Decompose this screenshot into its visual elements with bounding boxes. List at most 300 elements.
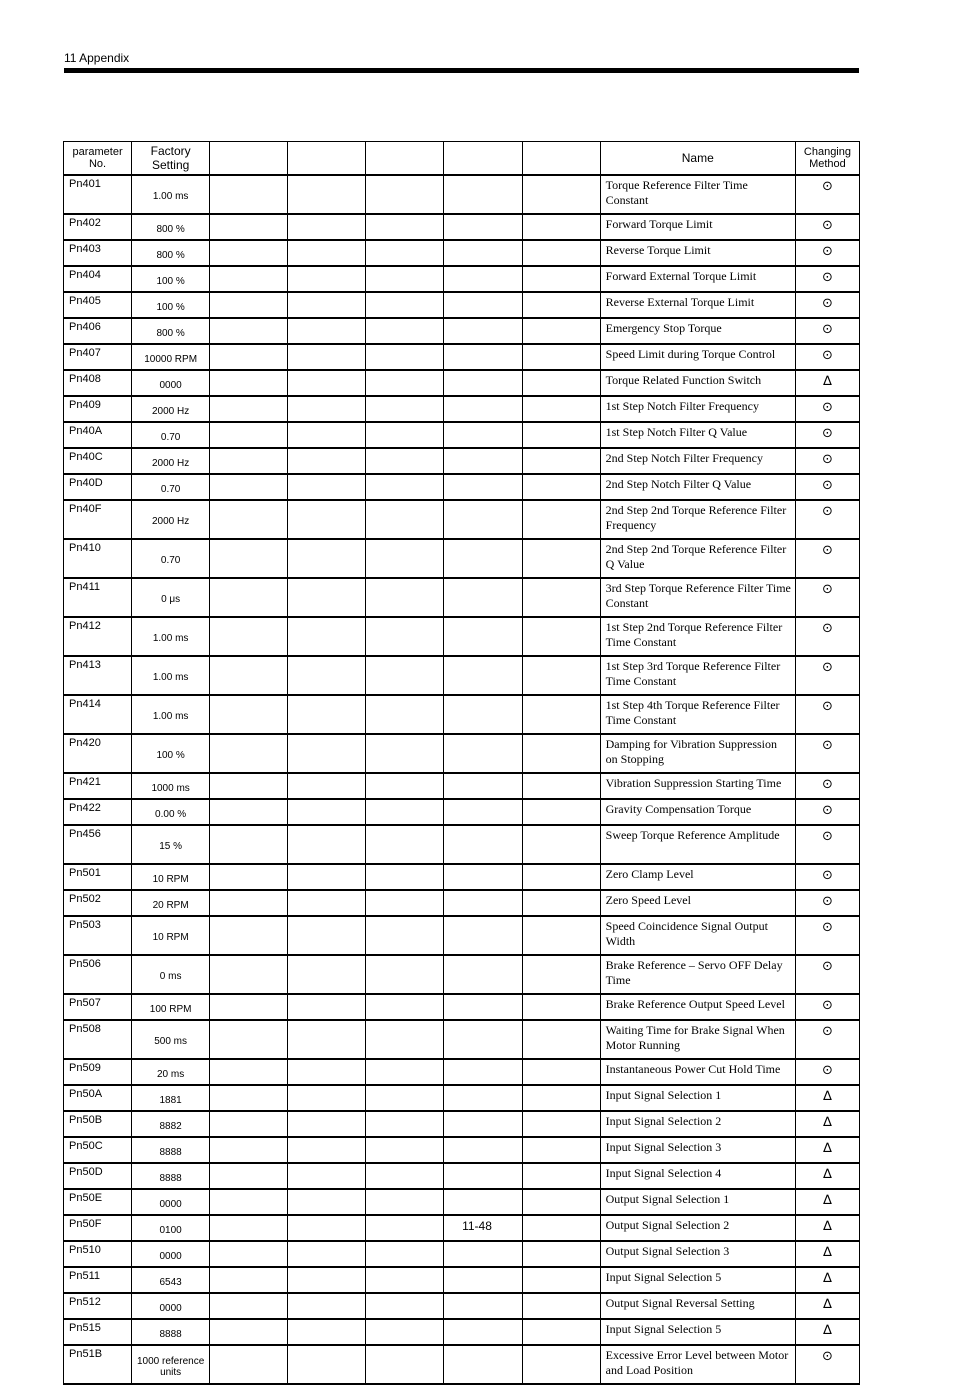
table-row (64, 266, 860, 292)
param-no-cell: Pn413 (64, 656, 132, 695)
header-blank-5 (522, 142, 600, 176)
param-no-cell: Pn456 (64, 825, 132, 864)
changing-method-cell (795, 734, 859, 773)
param-no-cell: Pn40F (64, 500, 132, 539)
blank-cell-1 (210, 448, 288, 474)
blank-cell-4 (444, 396, 522, 422)
blank-cell-4 (444, 994, 522, 1020)
blank-cell-4 (444, 292, 522, 318)
blank-cell-3 (366, 1059, 444, 1085)
param-no-cell: Pn511 (64, 1267, 132, 1293)
name-cell: Torque Reference Filter Time Constant (600, 175, 795, 214)
blank-cell-2 (288, 825, 366, 864)
table-row (64, 773, 860, 799)
factory-setting-cell: 20 RPM (132, 890, 210, 916)
blank-cell-3 (366, 474, 444, 500)
blank-cell-5 (522, 955, 600, 994)
param-no-cell: Pn411 (64, 578, 132, 617)
table-row (64, 734, 860, 773)
table-row (64, 500, 860, 539)
param-no-cell: Pn506 (64, 955, 132, 994)
circled-dot-icon: ⊙ (821, 829, 833, 844)
name-cell: Speed Limit during Torque Control (600, 344, 795, 370)
name-cell: Torque Related Function Switch (600, 370, 795, 396)
factory-setting-cell: 15 % (132, 825, 210, 864)
name-cell: Reverse External Torque Limit (600, 292, 795, 318)
table-row (64, 617, 860, 656)
blank-cell-4 (444, 799, 522, 825)
changing-method-cell (795, 1085, 859, 1111)
header-blank-1 (210, 142, 288, 176)
blank-cell-4 (444, 890, 522, 916)
blank-cell-2 (288, 1085, 366, 1111)
blank-cell-4 (444, 344, 522, 370)
blank-cell-5 (522, 617, 600, 656)
table-row (64, 916, 860, 955)
table-row (64, 214, 860, 240)
header-name: Name (600, 142, 795, 176)
changing-method-cell (795, 1319, 859, 1345)
table-row (64, 370, 860, 396)
circled-dot-icon: ⊙ (821, 738, 833, 753)
blank-cell-3 (366, 656, 444, 695)
factory-setting-cell: 0.00 % (132, 799, 210, 825)
table-row (64, 422, 860, 448)
delta-icon: ∆ (823, 1245, 832, 1260)
changing-method-cell (795, 695, 859, 734)
blank-cell-1 (210, 539, 288, 578)
blank-cell-5 (522, 695, 600, 734)
blank-cell-4 (444, 864, 522, 890)
blank-cell-1 (210, 266, 288, 292)
factory-setting-cell: 100 RPM (132, 994, 210, 1020)
param-no-cell: Pn50B (64, 1111, 132, 1137)
blank-cell-2 (288, 422, 366, 448)
blank-cell-2 (288, 916, 366, 955)
param-no-cell: Pn512 (64, 1293, 132, 1319)
blank-cell-3 (366, 994, 444, 1020)
blank-cell-4 (444, 1020, 522, 1059)
circled-dot-icon: ⊙ (821, 322, 833, 337)
blank-cell-3 (366, 825, 444, 864)
changing-method-cell (795, 1267, 859, 1293)
blank-cell-3 (366, 1137, 444, 1163)
table-row (64, 890, 860, 916)
table-row (64, 396, 860, 422)
blank-cell-2 (288, 396, 366, 422)
changing-method-cell (795, 1163, 859, 1189)
blank-cell-2 (288, 1345, 366, 1384)
changing-method-cell (795, 773, 859, 799)
factory-setting-cell: 2000 Hz (132, 396, 210, 422)
circled-dot-icon: ⊙ (821, 348, 833, 363)
blank-cell-5 (522, 1085, 600, 1111)
blank-cell-4 (444, 500, 522, 539)
table-row (64, 474, 860, 500)
table-row (64, 175, 860, 214)
blank-cell-5 (522, 292, 600, 318)
blank-cell-3 (366, 617, 444, 656)
blank-cell-5 (522, 656, 600, 695)
blank-cell-1 (210, 500, 288, 539)
blank-cell-1 (210, 578, 288, 617)
blank-cell-3 (366, 1319, 444, 1345)
factory-setting-cell: 1000 reference units (132, 1345, 210, 1384)
circled-dot-icon: ⊙ (821, 1349, 833, 1364)
blank-cell-5 (522, 1137, 600, 1163)
blank-cell-2 (288, 474, 366, 500)
table-row (64, 1163, 860, 1189)
blank-cell-1 (210, 422, 288, 448)
blank-cell-2 (288, 955, 366, 994)
delta-icon: ∆ (823, 1297, 832, 1312)
blank-cell-3 (366, 916, 444, 955)
header-blank-3 (366, 142, 444, 176)
blank-cell-3 (366, 1267, 444, 1293)
blank-cell-4 (444, 1137, 522, 1163)
header-changing-method: Changing Method (795, 142, 859, 176)
name-cell: 3rd Step Torque Reference Filter Time Constant (600, 578, 795, 617)
blank-cell-1 (210, 1137, 288, 1163)
blank-cell-2 (288, 773, 366, 799)
blank-cell-3 (366, 318, 444, 344)
param-no-cell: Pn404 (64, 266, 132, 292)
blank-cell-4 (444, 734, 522, 773)
blank-cell-1 (210, 1163, 288, 1189)
blank-cell-2 (288, 799, 366, 825)
blank-cell-4 (444, 318, 522, 344)
blank-cell-5 (522, 1163, 600, 1189)
name-cell: 2nd Step Notch Filter Frequency (600, 448, 795, 474)
blank-cell-3 (366, 344, 444, 370)
circled-dot-icon: ⊙ (821, 894, 833, 909)
header-param-no: parameter No. (64, 142, 132, 176)
name-cell: Input Signal Selection 5 (600, 1267, 795, 1293)
param-no-cell: Pn420 (64, 734, 132, 773)
blank-cell-2 (288, 370, 366, 396)
blank-cell-5 (522, 1059, 600, 1085)
page-number: 11-48 (462, 1219, 492, 1233)
blank-cell-2 (288, 448, 366, 474)
param-no-cell: Pn51B (64, 1345, 132, 1384)
circled-dot-icon: ⊙ (821, 244, 833, 259)
param-no-cell: Pn422 (64, 799, 132, 825)
circled-dot-icon: ⊙ (821, 1024, 833, 1039)
blank-cell-5 (522, 344, 600, 370)
circled-dot-icon: ⊙ (821, 270, 833, 285)
param-no-cell: Pn409 (64, 396, 132, 422)
blank-cell-5 (522, 1189, 600, 1215)
blank-cell-4 (444, 578, 522, 617)
param-no-cell: Pn407 (64, 344, 132, 370)
name-cell: 1st Step Notch Filter Frequency (600, 396, 795, 422)
blank-cell-3 (366, 1020, 444, 1059)
name-cell: 2nd Step 2nd Torque Reference Filter Q Value (600, 539, 795, 578)
changing-method-cell (795, 448, 859, 474)
circled-dot-icon: ⊙ (821, 660, 833, 675)
blank-cell-4 (444, 1345, 522, 1384)
factory-setting-cell: 8888 (132, 1163, 210, 1189)
blank-cell-5 (522, 1267, 600, 1293)
delta-icon: ∆ (823, 1193, 832, 1208)
blank-cell-2 (288, 214, 366, 240)
param-no-cell: Pn50F (64, 1215, 132, 1241)
table-row (64, 1111, 860, 1137)
factory-setting-cell: 2000 Hz (132, 500, 210, 539)
changing-method-cell (795, 292, 859, 318)
factory-setting-cell: 10 RPM (132, 864, 210, 890)
factory-setting-cell: 0 μs (132, 578, 210, 617)
blank-cell-5 (522, 578, 600, 617)
blank-cell-4 (444, 214, 522, 240)
blank-cell-2 (288, 1163, 366, 1189)
changing-method-cell (795, 370, 859, 396)
blank-cell-5 (522, 318, 600, 344)
blank-cell-2 (288, 890, 366, 916)
changing-method-cell (795, 656, 859, 695)
blank-cell-1 (210, 1293, 288, 1319)
blank-cell-5 (522, 422, 600, 448)
table-row (64, 1137, 860, 1163)
blank-cell-3 (366, 1345, 444, 1384)
blank-cell-4 (444, 422, 522, 448)
name-cell: Forward External Torque Limit (600, 266, 795, 292)
blank-cell-2 (288, 1059, 366, 1085)
name-cell: Damping for Vibration Suppression on Stopping (600, 734, 795, 773)
table-row (64, 1189, 860, 1215)
param-no-cell: Pn421 (64, 773, 132, 799)
changing-method-cell (795, 916, 859, 955)
param-no-cell: Pn50A (64, 1085, 132, 1111)
blank-cell-5 (522, 1241, 600, 1267)
delta-icon: ∆ (823, 1115, 832, 1130)
changing-method-cell (795, 474, 859, 500)
name-cell: Reverse Torque Limit (600, 240, 795, 266)
blank-cell-1 (210, 474, 288, 500)
circled-dot-icon: ⊙ (821, 218, 833, 233)
name-cell: Emergency Stop Torque (600, 318, 795, 344)
blank-cell-2 (288, 617, 366, 656)
circled-dot-icon: ⊙ (821, 504, 833, 519)
name-cell: Output Signal Selection 1 (600, 1189, 795, 1215)
factory-setting-cell: 800 % (132, 240, 210, 266)
changing-method-cell (795, 890, 859, 916)
blank-cell-1 (210, 318, 288, 344)
table-row (64, 825, 860, 864)
blank-cell-4 (444, 1293, 522, 1319)
blank-cell-5 (522, 994, 600, 1020)
blank-cell-2 (288, 266, 366, 292)
blank-cell-2 (288, 292, 366, 318)
changing-method-cell (795, 578, 859, 617)
name-cell: Input Signal Selection 5 (600, 1319, 795, 1345)
blank-cell-5 (522, 500, 600, 539)
blank-cell-3 (366, 370, 444, 396)
blank-cell-3 (366, 539, 444, 578)
blank-cell-5 (522, 1020, 600, 1059)
blank-cell-2 (288, 500, 366, 539)
header-blank-2 (288, 142, 366, 176)
header-blank-4 (444, 142, 522, 176)
blank-cell-2 (288, 578, 366, 617)
changing-method-cell (795, 240, 859, 266)
name-cell: Output Signal Selection 2 (600, 1215, 795, 1241)
blank-cell-3 (366, 1085, 444, 1111)
blank-cell-4 (444, 266, 522, 292)
table-row (64, 344, 860, 370)
param-no-cell: Pn40C (64, 448, 132, 474)
blank-cell-1 (210, 1020, 288, 1059)
blank-cell-1 (210, 994, 288, 1020)
blank-cell-3 (366, 773, 444, 799)
factory-setting-cell: 20 ms (132, 1059, 210, 1085)
blank-cell-3 (366, 240, 444, 266)
changing-method-cell (795, 1111, 859, 1137)
blank-cell-4 (444, 695, 522, 734)
blank-cell-2 (288, 344, 366, 370)
table-row (64, 1241, 860, 1267)
table-row (64, 799, 860, 825)
blank-cell-1 (210, 656, 288, 695)
changing-method-cell (795, 214, 859, 240)
param-no-cell: Pn50D (64, 1163, 132, 1189)
factory-setting-cell: 1000 ms (132, 773, 210, 799)
name-cell: 1st Step 3rd Torque Reference Filter Time Constant (600, 656, 795, 695)
name-cell: Forward Torque Limit (600, 214, 795, 240)
circled-dot-icon: ⊙ (821, 582, 833, 597)
blank-cell-1 (210, 1345, 288, 1384)
blank-cell-5 (522, 864, 600, 890)
blank-cell-5 (522, 825, 600, 864)
blank-cell-5 (522, 916, 600, 955)
changing-method-cell (795, 266, 859, 292)
factory-setting-cell: 800 % (132, 214, 210, 240)
blank-cell-5 (522, 240, 600, 266)
blank-cell-2 (288, 1293, 366, 1319)
blank-cell-1 (210, 955, 288, 994)
table-row (64, 994, 860, 1020)
name-cell: 2nd Step 2nd Torque Reference Filter Frequency (600, 500, 795, 539)
name-cell: Vibration Suppression Starting Time (600, 773, 795, 799)
name-cell: Waiting Time for Brake Signal When Motor Running (600, 1020, 795, 1059)
blank-cell-2 (288, 539, 366, 578)
factory-setting-cell: 0100 (132, 1215, 210, 1241)
blank-cell-1 (210, 734, 288, 773)
blank-cell-2 (288, 864, 366, 890)
factory-setting-cell: 100 % (132, 734, 210, 773)
blank-cell-1 (210, 1111, 288, 1137)
blank-cell-5 (522, 474, 600, 500)
blank-cell-1 (210, 214, 288, 240)
factory-setting-cell: 100 % (132, 292, 210, 318)
blank-cell-3 (366, 734, 444, 773)
table-row (64, 578, 860, 617)
name-cell: Brake Reference Output Speed Level (600, 994, 795, 1020)
blank-cell-3 (366, 448, 444, 474)
blank-cell-2 (288, 994, 366, 1020)
name-cell: Zero Speed Level (600, 890, 795, 916)
blank-cell-4 (444, 1319, 522, 1345)
name-cell: Instantaneous Power Cut Hold Time (600, 1059, 795, 1085)
blank-cell-4 (444, 370, 522, 396)
factory-setting-cell: 1.00 ms (132, 656, 210, 695)
blank-cell-4 (444, 539, 522, 578)
circled-dot-icon: ⊙ (821, 543, 833, 558)
changing-method-cell (795, 1059, 859, 1085)
blank-cell-2 (288, 1111, 366, 1137)
factory-setting-cell: 8888 (132, 1137, 210, 1163)
param-no-cell: Pn50C (64, 1137, 132, 1163)
factory-setting-cell: 500 ms (132, 1020, 210, 1059)
blank-cell-4 (444, 474, 522, 500)
blank-cell-1 (210, 396, 288, 422)
blank-cell-1 (210, 240, 288, 266)
factory-setting-cell: 100 % (132, 266, 210, 292)
delta-icon: ∆ (823, 1219, 832, 1234)
blank-cell-4 (444, 617, 522, 656)
table-row (64, 240, 860, 266)
blank-cell-1 (210, 344, 288, 370)
circled-dot-icon: ⊙ (821, 621, 833, 636)
param-no-cell: Pn410 (64, 539, 132, 578)
param-no-cell: Pn508 (64, 1020, 132, 1059)
name-cell: Output Signal Selection 3 (600, 1241, 795, 1267)
blank-cell-2 (288, 1020, 366, 1059)
circled-dot-icon: ⊙ (821, 959, 833, 974)
circled-dot-icon: ⊙ (821, 777, 833, 792)
circled-dot-icon: ⊙ (821, 478, 833, 493)
blank-cell-3 (366, 695, 444, 734)
blank-cell-2 (288, 318, 366, 344)
changing-method-cell (795, 396, 859, 422)
param-no-cell: Pn509 (64, 1059, 132, 1085)
table-row (64, 955, 860, 994)
delta-icon: ∆ (823, 374, 832, 389)
changing-method-cell (795, 175, 859, 214)
param-no-cell: Pn402 (64, 214, 132, 240)
factory-setting-cell: 10000 RPM (132, 344, 210, 370)
blank-cell-3 (366, 578, 444, 617)
param-no-cell: Pn405 (64, 292, 132, 318)
blank-cell-1 (210, 695, 288, 734)
blank-cell-2 (288, 656, 366, 695)
circled-dot-icon: ⊙ (821, 998, 833, 1013)
param-no-cell: Pn40A (64, 422, 132, 448)
blank-cell-5 (522, 773, 600, 799)
delta-icon: ∆ (823, 1323, 832, 1338)
name-cell: Input Signal Selection 3 (600, 1137, 795, 1163)
table-row (64, 1020, 860, 1059)
blank-cell-4 (444, 825, 522, 864)
blank-cell-5 (522, 734, 600, 773)
changing-method-cell (795, 617, 859, 656)
blank-cell-3 (366, 175, 444, 214)
changing-method-cell (795, 500, 859, 539)
param-no-cell: Pn507 (64, 994, 132, 1020)
blank-cell-5 (522, 1319, 600, 1345)
blank-cell-1 (210, 1085, 288, 1111)
changing-method-cell (795, 539, 859, 578)
blank-cell-5 (522, 1345, 600, 1384)
blank-cell-2 (288, 1189, 366, 1215)
blank-cell-4 (444, 656, 522, 695)
blank-cell-3 (366, 1163, 444, 1189)
delta-icon: ∆ (823, 1271, 832, 1286)
changing-method-cell (795, 955, 859, 994)
name-cell: 1st Step Notch Filter Q Value (600, 422, 795, 448)
blank-cell-1 (210, 799, 288, 825)
factory-setting-cell: 2000 Hz (132, 448, 210, 474)
